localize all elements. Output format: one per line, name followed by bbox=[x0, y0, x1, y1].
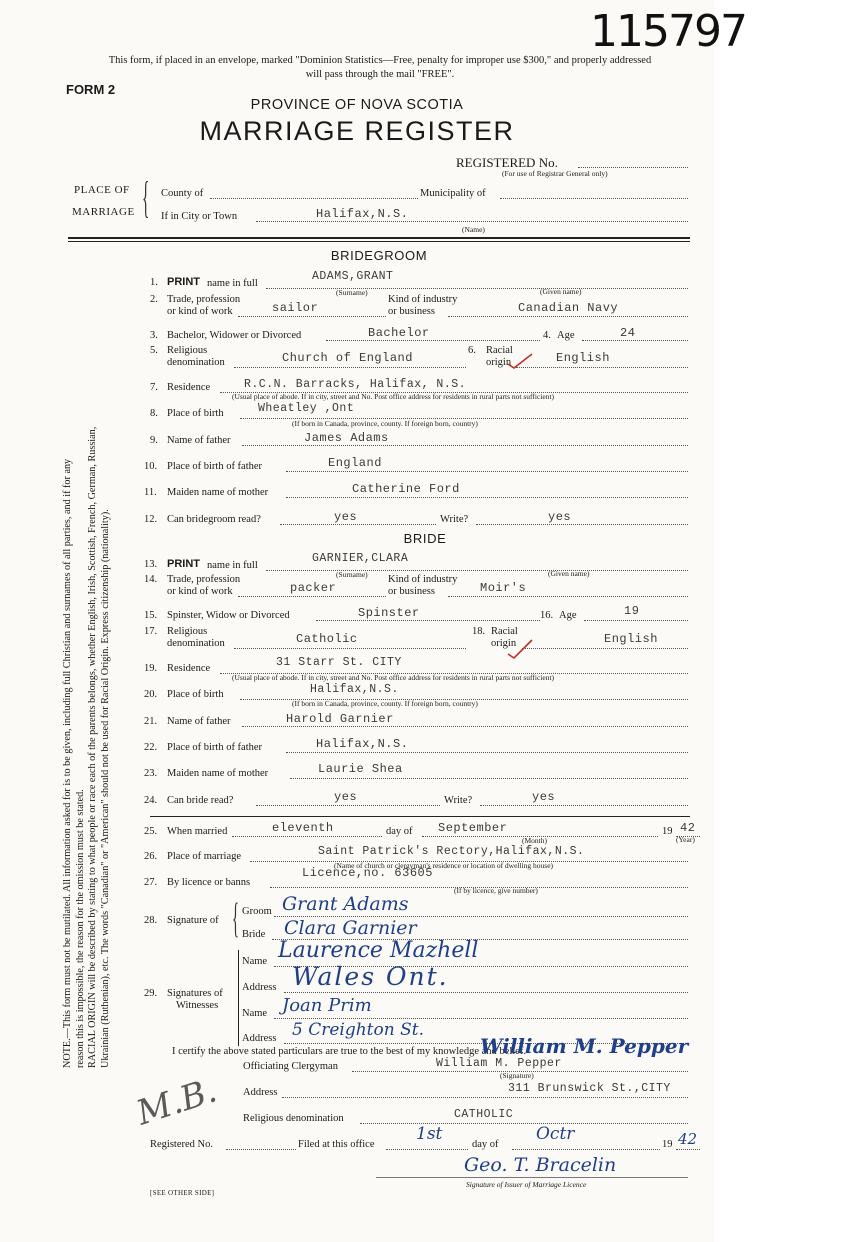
witness2-name: Joan Prim bbox=[282, 995, 372, 1016]
side-note-line-3: RACIAL ORIGIN will be described by stating to what people or race each of the parents belongs, whether English, Irish, Scottish, French, German, Russian, bbox=[87, 426, 98, 1068]
filed-month: Octr bbox=[536, 1124, 575, 1144]
denomination-line bbox=[360, 1123, 688, 1124]
bride-signature: Clara Garnier bbox=[284, 917, 417, 939]
g-num-2: 2. bbox=[150, 294, 158, 305]
g-trade-line bbox=[238, 316, 386, 317]
header-divider-2 bbox=[68, 241, 690, 242]
city-value: Halifax,N.S. bbox=[316, 207, 409, 221]
bride-birthplace: Halifax,N.S. bbox=[310, 683, 399, 696]
w2-name-line bbox=[274, 1018, 688, 1019]
witness2-address: 5 Creighton St. bbox=[292, 1020, 424, 1040]
g-fbirth-line bbox=[286, 471, 688, 472]
g-name-line bbox=[266, 288, 688, 289]
b-industry-label-b: or business bbox=[388, 586, 435, 597]
g-age-line bbox=[582, 340, 688, 341]
b-trade-label-a: Trade, profession bbox=[167, 574, 241, 585]
g-father-line bbox=[242, 445, 688, 446]
b-num-18: 18. bbox=[472, 626, 486, 637]
clergy-address: 311 Brunswick St.,CITY bbox=[508, 1082, 671, 1095]
b-read-label: Can bride read? bbox=[167, 795, 234, 806]
denomination-label: Religious denomination bbox=[243, 1113, 344, 1124]
bride-residence: 31 Starr St. CITY bbox=[276, 656, 402, 669]
certify-text: I certify the above stated particulars are true to the best of my knowledge and belief. bbox=[172, 1046, 526, 1057]
b-write-line bbox=[480, 805, 688, 806]
witness-bracket-rule bbox=[238, 950, 239, 1046]
bride-industry: Moir's bbox=[480, 581, 527, 595]
g-race-label-a: Racial bbox=[486, 345, 513, 356]
bride-mother: Laurie Shea bbox=[318, 762, 403, 776]
g-read-line bbox=[280, 524, 436, 525]
signature-brace: { bbox=[232, 896, 240, 942]
clergy-address-label: Address bbox=[243, 1087, 278, 1098]
clergy-label: Officiating Clergyman bbox=[243, 1061, 338, 1072]
clergy-name: William M. Pepper bbox=[436, 1057, 562, 1070]
red-check-mark-2 bbox=[506, 638, 534, 660]
b-religion-label-b: denomination bbox=[167, 638, 225, 649]
w2-name-label: Name bbox=[242, 1008, 268, 1019]
marriage-day: eleventh bbox=[272, 821, 334, 835]
g-birth-label: Place of birth bbox=[167, 408, 224, 419]
g-write-line bbox=[476, 524, 688, 525]
groom-industry: Canadian Navy bbox=[518, 301, 619, 315]
m-when-label: When married bbox=[167, 826, 228, 837]
handwritten-register-number: 115797 bbox=[590, 6, 746, 57]
issuer-label: Signature of Issuer of Marriage Licence bbox=[466, 1180, 587, 1189]
b-name-label: name in full bbox=[207, 560, 258, 571]
county-label: County of bbox=[161, 188, 204, 199]
bride-trade: packer bbox=[290, 581, 337, 595]
groom-read: yes bbox=[334, 510, 358, 524]
bride-heading: BRIDE bbox=[403, 531, 447, 546]
g-birth-hint: (If born in Canada, province, county. If foreign born, country) bbox=[292, 419, 478, 428]
witness1-address: Wales Ont. bbox=[292, 962, 449, 991]
b-read-line bbox=[256, 805, 440, 806]
b-birth-label: Place of birth bbox=[167, 689, 224, 700]
city-label: If in City or Town bbox=[161, 211, 238, 222]
m-dayof-label: day of bbox=[386, 826, 413, 837]
clergy-denomination: CATHOLIC bbox=[454, 1108, 514, 1121]
m-licence-label: By licence or banns bbox=[167, 877, 251, 888]
g-num-11: 11. bbox=[144, 487, 157, 498]
filed-dayof-label: day of bbox=[472, 1139, 499, 1150]
header-divider bbox=[68, 237, 690, 239]
b-residence-label: Residence bbox=[167, 663, 211, 674]
g-num-10: 10. bbox=[144, 461, 158, 472]
m-witness-label-a: Signatures of bbox=[167, 988, 223, 999]
g-write-label: Write? bbox=[440, 514, 469, 525]
b-residence-hint: (Usual place of abode. If in city, street and No. Post office address for residents in rural parts not sufficient) bbox=[232, 673, 555, 682]
g-mother-line bbox=[286, 497, 688, 498]
groom-mother: Catherine Ford bbox=[352, 482, 460, 496]
registrar-note: (For use of Registrar General only) bbox=[502, 169, 608, 178]
bride-write: yes bbox=[532, 790, 556, 804]
footer-registered-label: Registered No. bbox=[150, 1139, 213, 1150]
registrar-initials: M.B. bbox=[131, 1070, 222, 1134]
b-num-23: 23. bbox=[144, 768, 158, 779]
m-num-27: 27. bbox=[144, 877, 158, 888]
b-trade-label-b: or kind of work bbox=[167, 586, 233, 597]
b-num-13: 13. bbox=[144, 559, 158, 570]
g-industry-label-b: or business bbox=[388, 306, 435, 317]
b-surname-hint: (Surname) bbox=[336, 570, 368, 579]
g-race-label-b: origin bbox=[486, 357, 512, 368]
w1-address-line bbox=[284, 992, 688, 993]
b-print-label: PRINT bbox=[167, 558, 200, 570]
groom-father-birth: England bbox=[328, 456, 382, 470]
filed-day-line bbox=[386, 1149, 468, 1150]
g-mother-label: Maiden name of mother bbox=[167, 487, 269, 498]
issuer-line bbox=[376, 1177, 688, 1178]
registered-no-label: REGISTERED No. bbox=[456, 155, 558, 170]
m-year-hint: (Year) bbox=[676, 835, 695, 844]
g-num-7: 7. bbox=[150, 382, 158, 393]
b-num-24: 24. bbox=[144, 795, 158, 806]
filed-day: 1st bbox=[416, 1124, 443, 1144]
see-other-side: [SEE OTHER SIDE] bbox=[150, 1189, 215, 1197]
municipality-line bbox=[500, 198, 688, 199]
b-religion-label-a: Religious bbox=[167, 626, 208, 637]
bride-read: yes bbox=[334, 790, 358, 804]
b-industry-label-a: Kind of industry bbox=[388, 574, 458, 585]
groom-trade: sailor bbox=[272, 301, 319, 315]
b-num-19: 19. bbox=[144, 663, 158, 674]
groom-write: yes bbox=[548, 510, 572, 524]
b-name-line bbox=[266, 570, 688, 571]
g-num-1: 1. bbox=[150, 277, 158, 288]
g-trade-label-b: or kind of work bbox=[167, 306, 233, 317]
m-licence-hint: (If by licence, give number) bbox=[454, 886, 538, 895]
b-mother-line bbox=[290, 778, 688, 779]
b-religion-line bbox=[234, 648, 466, 649]
b-father-label: Name of father bbox=[167, 716, 231, 727]
m-num-25: 25. bbox=[144, 826, 158, 837]
groom-birthplace: Wheatley ,Ont bbox=[258, 402, 355, 415]
clergy-signature-hint: (Signature) bbox=[500, 1071, 534, 1080]
registered-no-line bbox=[578, 167, 688, 168]
side-note bbox=[62, 328, 112, 1068]
place-label-1: PLACE OF bbox=[74, 184, 130, 196]
m-signature-label: Signature of bbox=[167, 915, 219, 926]
m-groom-label: Groom bbox=[242, 906, 272, 917]
m-place-hint: (Name of church or clergyman's residence or location of dwelling house) bbox=[334, 861, 554, 870]
w1-name-label: Name bbox=[242, 956, 268, 967]
g-num-4: 4. bbox=[543, 330, 551, 341]
g-surname-hint: (Surname) bbox=[336, 288, 368, 297]
place-brace: { bbox=[142, 173, 150, 222]
bride-father: Harold Garnier bbox=[286, 712, 394, 726]
g-given-hint: (Given name) bbox=[540, 287, 582, 296]
witness1-name: Laurence Mazhell bbox=[278, 938, 479, 963]
b-father-line bbox=[242, 726, 688, 727]
g-residence-label: Residence bbox=[167, 382, 211, 393]
groom-age: 24 bbox=[620, 326, 636, 340]
b-num-17: 17. bbox=[144, 626, 158, 637]
groom-religion: Church of England bbox=[282, 351, 413, 365]
county-line bbox=[210, 198, 418, 199]
b-fbirth-label: Place of birth of father bbox=[167, 742, 263, 753]
page-title: MARRIAGE REGISTER bbox=[199, 116, 515, 146]
b-num-15: 15. bbox=[144, 610, 158, 621]
g-trade-label-a: Trade, profession bbox=[167, 294, 241, 305]
g-num-9: 9. bbox=[150, 435, 158, 446]
b-mother-label: Maiden name of mother bbox=[167, 768, 269, 779]
groom-heading: BRIDEGROOM bbox=[330, 248, 428, 263]
b-num-16: 16. bbox=[540, 610, 554, 621]
filed-month-line bbox=[512, 1149, 660, 1150]
m-month-hint: (Month) bbox=[522, 836, 547, 845]
issuer-signature: Geo. T. Bracelin bbox=[464, 1154, 617, 1176]
groom-name: ADAMS,GRANT bbox=[312, 270, 394, 283]
place-label-2: MARRIAGE bbox=[72, 206, 135, 218]
b-write-label: Write? bbox=[444, 795, 473, 806]
clergy-address-line bbox=[282, 1097, 688, 1098]
g-num-8: 8. bbox=[150, 408, 158, 419]
g-industry-line bbox=[448, 316, 688, 317]
red-check-mark bbox=[506, 352, 534, 370]
marriage-year: 42 bbox=[680, 821, 696, 835]
filed-year: 42 bbox=[678, 1130, 698, 1148]
side-note-line-1: NOTE.—This form must not be mutilated. All information asked for is to be given, including full Christian and surnames of all parties, and if for any bbox=[62, 458, 73, 1068]
bride-father-birth: Halifax,N.S. bbox=[316, 737, 409, 751]
marriage-month: September bbox=[438, 821, 508, 835]
m-day-line bbox=[232, 836, 382, 837]
b-trade-line bbox=[238, 596, 386, 597]
b-num-21: 21. bbox=[144, 716, 158, 727]
m-place-label: Place of marriage bbox=[167, 851, 242, 862]
m-num-29: 29. bbox=[144, 988, 158, 999]
b-num-22: 22. bbox=[144, 742, 158, 753]
b-num-14: 14. bbox=[144, 574, 158, 585]
groom-father: James Adams bbox=[304, 431, 389, 445]
groom-signature: Grant Adams bbox=[282, 893, 409, 915]
g-status-line bbox=[326, 340, 540, 341]
filed-year-prefix: 19 bbox=[662, 1139, 673, 1150]
b-race-label-b: origin bbox=[491, 638, 517, 649]
b-birth-hint: (If born in Canada, province, county. If foreign born, country) bbox=[292, 699, 478, 708]
g-father-label: Name of father bbox=[167, 435, 231, 446]
footer-registered-line bbox=[226, 1149, 296, 1150]
municipality-label: Municipality of bbox=[420, 188, 486, 199]
g-age-label: Age bbox=[557, 330, 575, 341]
w2-address-label: Address bbox=[242, 1033, 277, 1044]
m-year-prefix: 19 bbox=[662, 826, 673, 837]
filed-label: Filed at this office bbox=[298, 1139, 375, 1150]
g-print-label: PRINT bbox=[167, 276, 200, 288]
bride-divider bbox=[150, 816, 690, 817]
g-residence-hint: (Usual place of abode. If in city, street and No. Post office address for residents in rural parts not sufficient) bbox=[232, 392, 555, 401]
b-race-line bbox=[522, 648, 688, 649]
form-label: FORM 2 bbox=[66, 82, 116, 97]
b-age-line bbox=[584, 620, 688, 621]
side-note-line-2: reason this is impossible, the reason for the omission must be stated. bbox=[74, 789, 86, 1068]
bride-race: English bbox=[604, 632, 658, 646]
g-num-3: 3. bbox=[150, 330, 158, 341]
b-race-label-a: Racial bbox=[491, 626, 518, 637]
g-religion-label-b: denomination bbox=[167, 357, 225, 368]
b-industry-line bbox=[448, 596, 688, 597]
clergy-signature: William M. Pepper bbox=[480, 1034, 689, 1058]
m-bride-label: Bride bbox=[242, 929, 266, 940]
m-num-26: 26. bbox=[144, 851, 158, 862]
w1-address-label: Address bbox=[242, 982, 277, 993]
marriage-place: Saint Patrick's Rectory,Halifax,N.S. bbox=[318, 845, 585, 858]
province-heading: PROVINCE OF NOVA SCOTIA bbox=[250, 97, 464, 113]
bride-name: GARNIER,CLARA bbox=[312, 552, 409, 565]
marriage-licence: Licence,no. 63605 bbox=[302, 866, 433, 880]
filed-year-line bbox=[676, 1149, 700, 1150]
g-num-5: 5. bbox=[150, 345, 158, 356]
bride-status: Spinster bbox=[358, 606, 420, 620]
bride-religion: Catholic bbox=[296, 632, 358, 646]
g-fbirth-label: Place of birth of father bbox=[167, 461, 263, 472]
g-religion-label-a: Religious bbox=[167, 345, 208, 356]
city-line bbox=[256, 221, 688, 222]
bride-age: 19 bbox=[624, 604, 640, 618]
m-witness-label-b: Witnesses bbox=[176, 1000, 219, 1011]
groom-race: English bbox=[556, 351, 610, 365]
m-num-28: 28. bbox=[144, 915, 158, 926]
side-note-line-4: Ukrainian (Ruthenian), etc. The words "Canadian" or "American" should not be used for Racial Origin. Express citizenship (nationality). bbox=[99, 509, 111, 1068]
mail-notice: This form, if placed in an envelope, marked "Dominion Statistics—Free, penalty for improper use $300," and properly addressed will pass through the mail "FREE". bbox=[108, 55, 652, 80]
g-num-6: 6. bbox=[468, 345, 476, 356]
g-religion-line bbox=[234, 367, 466, 368]
b-age-label: Age bbox=[559, 610, 577, 621]
b-given-hint: (Given name) bbox=[548, 569, 590, 578]
g-industry-label-a: Kind of industry bbox=[388, 294, 458, 305]
groom-status: Bachelor bbox=[368, 326, 430, 340]
g-read-label: Can bridegroom read? bbox=[167, 514, 261, 525]
g-num-12: 12. bbox=[144, 514, 158, 525]
g-race-line bbox=[516, 367, 688, 368]
b-status-label: Spinster, Widow or Divorced bbox=[167, 610, 290, 621]
b-status-line bbox=[316, 620, 540, 621]
g-name-label: name in full bbox=[207, 278, 258, 289]
b-fbirth-line bbox=[286, 752, 688, 753]
g-status-label: Bachelor, Widower or Divorced bbox=[167, 330, 302, 341]
b-num-20: 20. bbox=[144, 689, 158, 700]
city-name-hint: (Name) bbox=[462, 225, 485, 234]
groom-residence: R.C.N. Barracks, Halifax, N.S. bbox=[244, 378, 467, 391]
